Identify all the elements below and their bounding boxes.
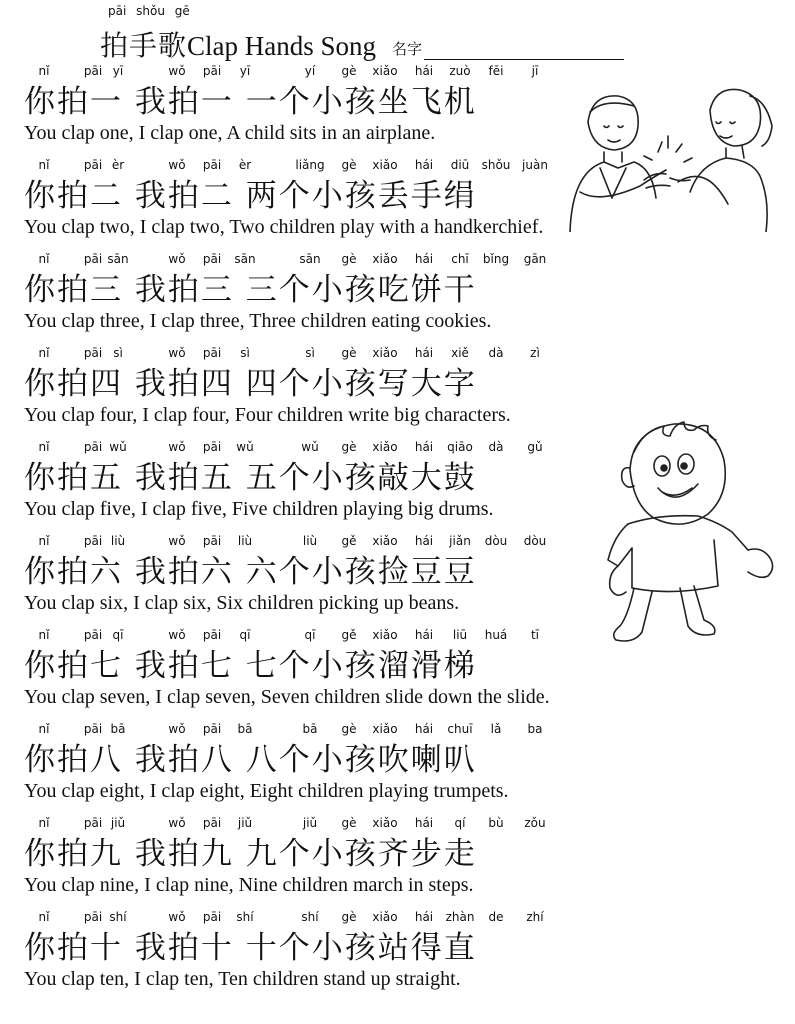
pinyin-syllable: gǔ <box>527 440 543 454</box>
name-field-line[interactable] <box>424 37 624 60</box>
pinyin-syllable: xiǎo <box>372 158 398 172</box>
pinyin-syllable: xiě <box>451 346 469 360</box>
pinyin-syllable: gě <box>341 534 357 548</box>
pinyin-syllable: nǐ <box>38 252 50 266</box>
pinyin-syllable: bā <box>110 722 126 736</box>
verse-8 <box>0 722 795 816</box>
pinyin-syllable: wǒ <box>168 628 186 642</box>
name-label: 名字 <box>391 40 422 58</box>
pinyin-syllable: hái <box>414 816 434 830</box>
pinyin-syllable: jiǔ <box>302 816 318 830</box>
pinyin-syllable: wǒ <box>168 440 186 454</box>
pinyin-syllable: xiǎo <box>372 816 398 830</box>
pinyin-syllable: qí <box>454 816 466 830</box>
pinyin-syllable: liù <box>110 534 126 548</box>
pinyin-syllable: jī <box>531 64 539 78</box>
pinyin-syllable: nǐ <box>38 346 50 360</box>
title-pinyin-syllable: shǒu <box>136 4 165 18</box>
pinyin-syllable: shǒu <box>481 158 511 172</box>
pinyin-syllable: bā <box>237 722 253 736</box>
pinyin-syllable: xiǎo <box>372 252 398 266</box>
pinyin-syllable: gān <box>523 252 547 266</box>
pinyin-syllable: hái <box>414 722 434 736</box>
english-line: You clap six, I clap six, Six children picking up beans. <box>24 592 460 614</box>
pinyin-syllable: zuò <box>449 64 471 78</box>
pinyin-syllable: hái <box>414 440 434 454</box>
chinese-line: 你拍九 我拍九 九个小孩齐步走 <box>24 836 477 872</box>
pinyin-syllable: wǔ <box>109 440 127 454</box>
pinyin-syllable: gè <box>341 64 357 78</box>
pinyin-syllable: bā <box>302 722 318 736</box>
pinyin-syllable: wǒ <box>168 252 186 266</box>
chinese-line: 你拍八 我拍八 八个小孩吹喇叭 <box>24 742 477 778</box>
pinyin-syllable: wǒ <box>168 158 186 172</box>
pinyin-syllable: shí <box>301 910 319 924</box>
pinyin-syllable: xiǎo <box>372 346 398 360</box>
pinyin-syllable: wǔ <box>301 440 319 454</box>
english-line: You clap two, I clap two, Two children play with a handkerchief. <box>24 216 544 238</box>
pinyin-syllable: ba <box>527 722 543 736</box>
pinyin-syllable: wǒ <box>168 910 186 924</box>
verse-10 <box>0 910 795 1004</box>
pinyin-syllable: gè <box>341 252 357 266</box>
pinyin-syllable: yī <box>239 64 251 78</box>
pinyin-syllable: pāi <box>202 910 222 924</box>
pinyin-syllable: pāi <box>83 252 103 266</box>
pinyin-syllable: pāi <box>202 534 222 548</box>
chinese-line: 你拍五 我拍五 五个小孩敲大鼓 <box>24 460 477 496</box>
pinyin-syllable: hái <box>414 252 434 266</box>
pinyin-syllable: sì <box>240 346 250 360</box>
pinyin-syllable: zhí <box>526 910 544 924</box>
pinyin-syllable: pāi <box>202 628 222 642</box>
pinyin-syllable: hái <box>414 910 434 924</box>
pinyin-syllable: gě <box>341 628 357 642</box>
pinyin-syllable: lǎ <box>490 722 502 736</box>
pinyin-syllable: nǐ <box>38 64 50 78</box>
pinyin-syllable: pāi <box>83 910 103 924</box>
pinyin-syllable: pāi <box>83 440 103 454</box>
pinyin-syllable: hái <box>414 158 434 172</box>
pinyin-syllable: xiǎo <box>372 628 398 642</box>
pinyin-syllable: qī <box>304 628 316 642</box>
pinyin-syllable: bù <box>488 816 504 830</box>
pinyin-syllable: hái <box>414 64 434 78</box>
pinyin-syllable: pāi <box>202 158 222 172</box>
english-line: You clap eight, I clap eight, Eight children playing trumpets. <box>24 780 509 802</box>
pinyin-syllable: wǔ <box>236 440 254 454</box>
chinese-line: 你拍四 我拍四 四个小孩写大字 <box>24 366 477 402</box>
english-line: You clap seven, I clap seven, Seven children slide down the slide. <box>24 686 550 708</box>
pinyin-syllable: qiāo <box>447 440 473 454</box>
smiling-boy-illustration <box>588 412 778 644</box>
english-line: You clap one, I clap one, A child sits in an airplane. <box>24 122 436 144</box>
pinyin-syllable: pāi <box>83 534 103 548</box>
pinyin-syllable: liù <box>237 534 253 548</box>
pinyin-syllable: xiǎo <box>372 440 398 454</box>
pinyin-syllable: pāi <box>83 722 103 736</box>
pinyin-syllable: wǒ <box>168 534 186 548</box>
pinyin-syllable: wǒ <box>168 816 186 830</box>
pinyin-syllable: liū <box>452 628 468 642</box>
pinyin-syllable: jiǔ <box>237 816 253 830</box>
pinyin-syllable: hái <box>414 346 434 360</box>
pinyin-syllable: wǒ <box>168 346 186 360</box>
pinyin-syllable: chuī <box>447 722 473 736</box>
pinyin-syllable: pāi <box>202 346 222 360</box>
chinese-line: 你拍二 我拍二 两个小孩丢手绢 <box>24 178 477 214</box>
pinyin-syllable: jiǔ <box>110 816 126 830</box>
pinyin-syllable: dòu <box>523 534 547 548</box>
pinyin-syllable: liǎng <box>295 158 325 172</box>
pinyin-syllable: qī <box>112 628 124 642</box>
chinese-line: 你拍七 我拍七 七个小孩溜滑梯 <box>24 648 477 684</box>
pinyin-syllable: gè <box>341 346 357 360</box>
chinese-line: 你拍六 我拍六 六个小孩捡豆豆 <box>24 554 477 590</box>
pinyin-syllable: sì <box>305 346 315 360</box>
pinyin-syllable: zhàn <box>445 910 475 924</box>
pinyin-syllable: wǒ <box>168 64 186 78</box>
english-line: You clap four, I clap four, Four children write big characters. <box>24 404 511 426</box>
pinyin-syllable: liù <box>302 534 318 548</box>
english-line: You clap ten, I clap ten, Ten children stand up straight. <box>24 968 461 990</box>
pinyin-syllable: nǐ <box>38 440 50 454</box>
pinyin-syllable: pāi <box>83 628 103 642</box>
pinyin-syllable: de <box>488 910 504 924</box>
pinyin-syllable: shí <box>236 910 254 924</box>
pinyin-syllable: hái <box>414 534 434 548</box>
english-line: You clap nine, I clap nine, Nine children march in steps. <box>24 874 474 896</box>
pinyin-syllable: pāi <box>202 64 222 78</box>
pinyin-syllable: huá <box>484 628 508 642</box>
english-line: You clap three, I clap three, Three children eating cookies. <box>24 310 492 332</box>
pinyin-syllable: zì <box>530 346 540 360</box>
title-pinyin-syllable: pāi <box>108 4 127 18</box>
pinyin-syllable: gè <box>341 158 357 172</box>
pinyin-syllable: shí <box>109 910 127 924</box>
pinyin-syllable: xiǎo <box>372 910 398 924</box>
chinese-line: 你拍三 我拍三 三个小孩吃饼干 <box>24 272 477 308</box>
pinyin-syllable: èr <box>238 158 252 172</box>
pinyin-syllable: wǒ <box>168 722 186 736</box>
pinyin-syllable: pāi <box>83 64 103 78</box>
pinyin-syllable: juàn <box>522 158 548 172</box>
pinyin-syllable: pāi <box>202 252 222 266</box>
pinyin-syllable: nǐ <box>38 534 50 548</box>
verse-3 <box>0 252 795 346</box>
pinyin-syllable: pāi <box>202 722 222 736</box>
pinyin-syllable: èr <box>111 158 125 172</box>
pinyin-syllable: zǒu <box>524 816 546 830</box>
pinyin-syllable: sì <box>113 346 123 360</box>
pinyin-syllable: gè <box>341 440 357 454</box>
pinyin-syllable: dòu <box>484 534 508 548</box>
pinyin-syllable: diū <box>450 158 470 172</box>
pinyin-syllable: sān <box>107 252 129 266</box>
pinyin-syllable: gè <box>341 722 357 736</box>
pinyin-syllable: qī <box>239 628 251 642</box>
pinyin-syllable: nǐ <box>38 910 50 924</box>
page-title <box>100 24 624 64</box>
pinyin-syllable: dà <box>488 346 504 360</box>
english-line: You clap five, I clap five, Five children playing big drums. <box>24 498 494 520</box>
pinyin-syllable: jiǎn <box>449 534 471 548</box>
chinese-line: 你拍一 我拍一 一个小孩坐飞机 <box>24 84 477 120</box>
pinyin-syllable: xiǎo <box>372 64 398 78</box>
pinyin-syllable: gè <box>341 816 357 830</box>
pinyin-syllable: pāi <box>83 158 103 172</box>
pinyin-syllable: nǐ <box>38 816 50 830</box>
pinyin-syllable: sān <box>234 252 256 266</box>
two-children-clapping-illustration <box>560 82 775 232</box>
pinyin-syllable: nǐ <box>38 158 50 172</box>
verse-9 <box>0 816 795 910</box>
pinyin-syllable: sān <box>299 252 321 266</box>
pinyin-syllable: gè <box>341 910 357 924</box>
pinyin-syllable: nǐ <box>38 722 50 736</box>
pinyin-syllable: pāi <box>83 816 103 830</box>
title-pinyin-syllable: gē <box>174 4 190 18</box>
pinyin-syllable: fēi <box>488 64 504 78</box>
pinyin-syllable: pāi <box>83 346 103 360</box>
pinyin-syllable: dà <box>488 440 504 454</box>
title-english: Clap Hands Song <box>187 31 377 61</box>
title-chinese: 拍手歌 <box>100 29 188 62</box>
pinyin-syllable: pāi <box>202 440 222 454</box>
chinese-line: 你拍十 我拍十 十个小孩站得直 <box>24 930 477 966</box>
pinyin-syllable: xiǎo <box>372 534 398 548</box>
pinyin-syllable: yī <box>112 64 124 78</box>
pinyin-syllable: pāi <box>202 816 222 830</box>
pinyin-syllable: tī <box>530 628 540 642</box>
pinyin-syllable: hái <box>414 628 434 642</box>
pinyin-syllable: nǐ <box>38 628 50 642</box>
pinyin-syllable: chī <box>451 252 469 266</box>
title-pinyin <box>108 4 190 18</box>
pinyin-syllable: xiǎo <box>372 722 398 736</box>
pinyin-syllable: yí <box>304 64 316 78</box>
pinyin-syllable: bǐng <box>482 252 510 266</box>
